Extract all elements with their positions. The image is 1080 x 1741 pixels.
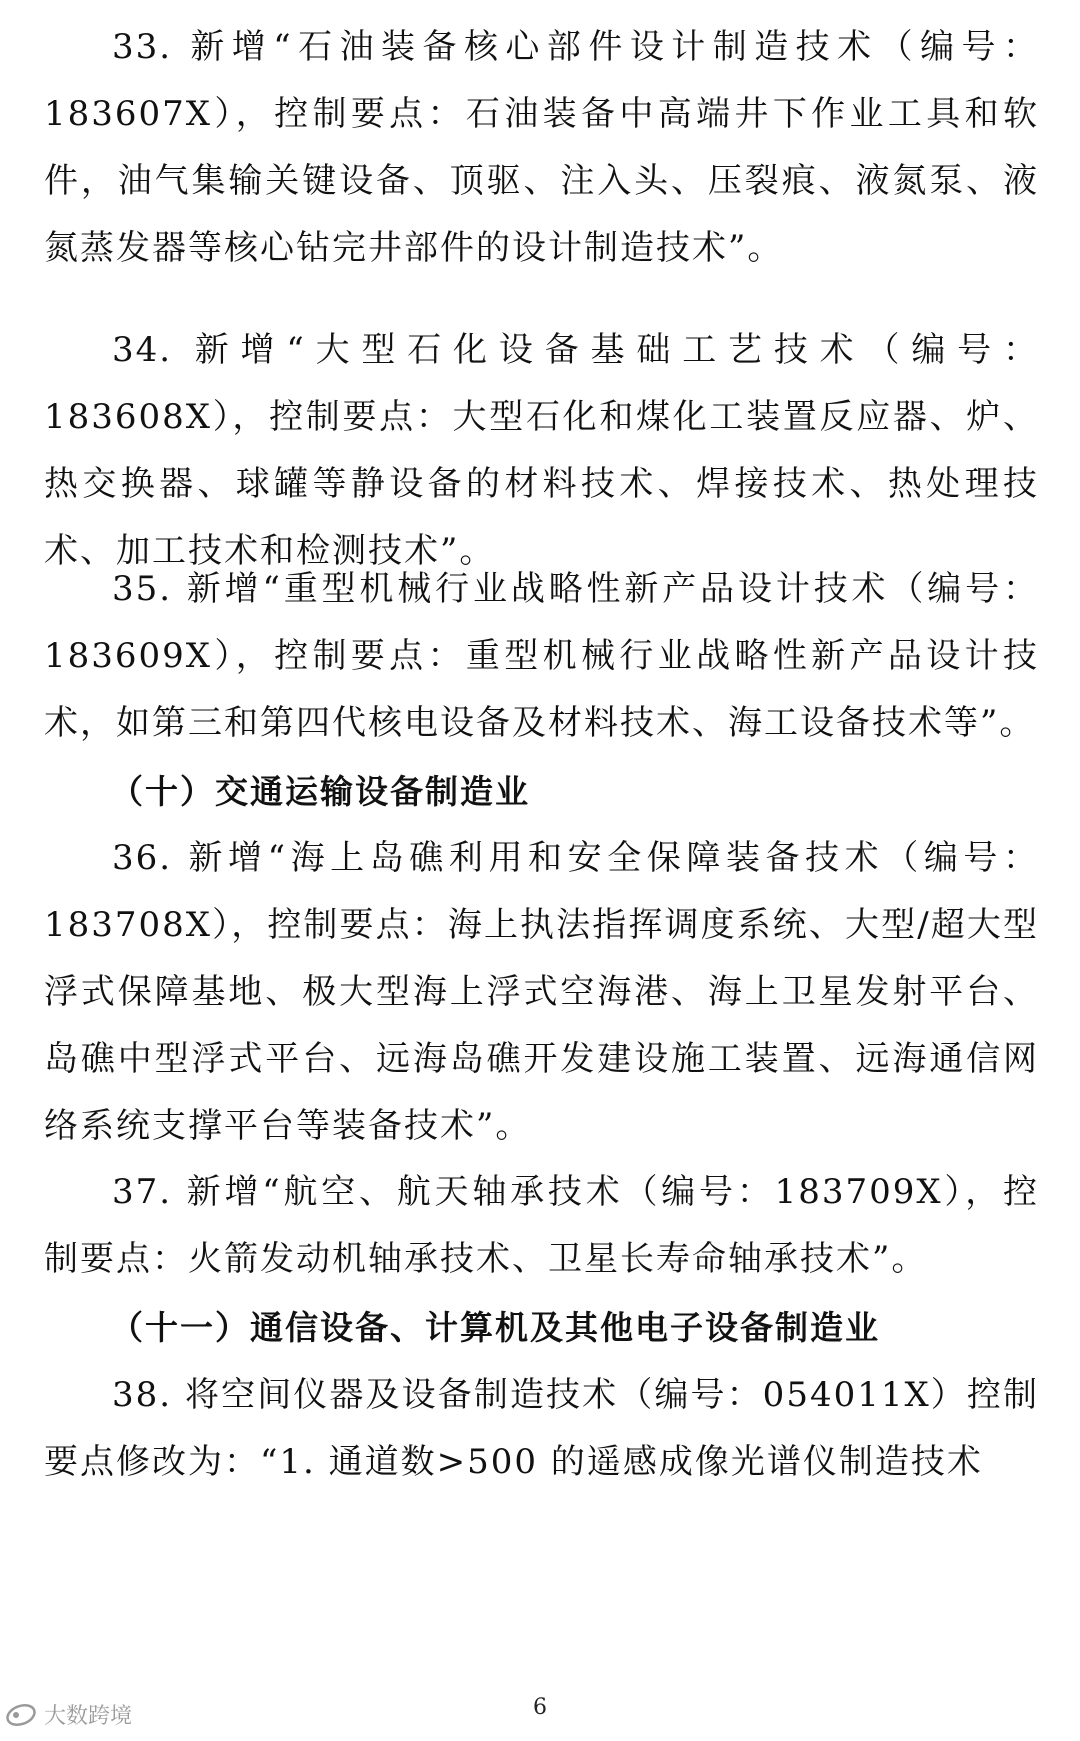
watermark-text: 大数跨境 [44, 1704, 133, 1729]
paragraph-item-37: 37. 新增“航空、航天轴承技术（编号：183709X），控制要点：火箭发动机轴承技术、卫星长寿命轴承技术”。 [44, 1172, 1039, 1279]
paragraph-item-38: 38. 将空间仪器及设备制造技术（编号：054011X）控制要点修改为：“1. 通道数>500 的遥感成像光谱仪制造技术 [44, 1375, 1039, 1482]
section-heading-transport: （十）交通运输设备制造业 [110, 772, 530, 811]
paragraph-item-35: 35. 新增“重型机械行业战略性新产品设计技术（编号：183609X），控制要点：重型机械行业战略性新产品设计技术，如第三和第四代核电设备及材料技术、海工设备技术等”。 [44, 569, 1039, 743]
brand-logo-icon [4, 1702, 38, 1728]
paragraph-item-33: 33. 新增“石油装备核心部件设计制造技术（编号：183607X），控制要点：石油装备中高端井下作业工具和软件，油气集输关键设备、顶驱、注入头、压裂痕、液氮泵、液氮蒸发器等核心钻完井部件的设计制造技术”。 [44, 27, 1039, 268]
paragraph-item-34: 34. 新增“大型石化设备基础工艺技术（编号：183608X），控制要点：大型石化和煤化工装置反应器、炉、热交换器、球罐等静设备的材料技术、焊接技术、热处理技术、加工技术和检测技术”。 [44, 330, 1039, 571]
watermark [4, 1699, 132, 1730]
page-number: 6 [533, 1695, 547, 1720]
paragraph-item-36: 36. 新增“海上岛礁利用和安全保障装备技术（编号：183708X），控制要点：海上执法指挥调度系统、大型/超大型浮式保障基地、极大型海上浮式空海港、海上卫星发射平台、岛礁中型浮式平台、远海岛礁开发建设施工装置、远海通信网络系统支撑平台等装备技术”。 [44, 838, 1039, 1146]
section-heading-electronics: （十一）通信设备、计算机及其他电子设备制造业 [110, 1308, 880, 1347]
